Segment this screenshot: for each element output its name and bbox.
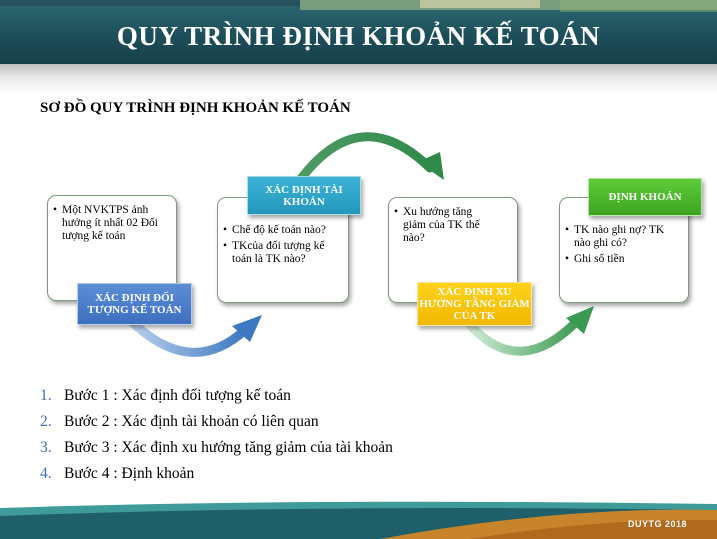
footer-brand: DUYTG 2018 <box>627 519 687 529</box>
node-3-bullets <box>389 198 517 245</box>
node-2-label: XÁC ĐỊNH TÀI KHOẢN <box>247 176 361 215</box>
step-item <box>40 412 393 438</box>
steps-list <box>40 386 393 490</box>
header-band <box>0 0 717 64</box>
step-text: Bước 1 : Xác định đối tượng kế toán <box>64 387 291 404</box>
node-1-bullet: • Một NVKTPS ảnh hưởng ít nhất 02 Đối tượng kế toán <box>62 204 170 243</box>
footer-swoosh <box>0 490 717 539</box>
node-3-label: XÁC ĐỊNH XU HƯỚNG TĂNG GIẢM CỦA TK <box>417 282 532 326</box>
step-text: Bước 2 : Xác định tài khoản có liên quan <box>64 413 319 430</box>
node-4-bullet: • TK nào ghi nợ? TK nào ghi có? <box>574 224 682 250</box>
step-number: 1. <box>40 387 52 404</box>
arrow-2-to-3 <box>300 137 444 180</box>
step-item <box>40 386 393 412</box>
header-shadow-band <box>0 64 717 94</box>
node-4-label: ĐỊNH KHOẢN <box>588 178 702 216</box>
step-number: 3. <box>40 439 52 456</box>
node-4-bullet: • Ghi số tiền <box>574 253 682 266</box>
step-number: 2. <box>40 413 52 430</box>
node-1-bullets <box>48 196 176 243</box>
step-text: Bước 3 : Xác định xu hướng tăng giảm của tài khoản <box>64 439 393 456</box>
page-title: QUY TRÌNH ĐỊNH KHOẢN KẾ TOÁN <box>116 21 601 51</box>
node-2-bullet: • TKcủa đối tượng kế toán là TK nào? <box>232 240 342 266</box>
node-1-label: XÁC ĐỊNH ĐỐI TƯỢNG KẾ TOÁN <box>77 283 192 325</box>
step-item <box>40 464 393 490</box>
diagram-subtitle: SƠ ĐỒ QUY TRÌNH ĐỊNH KHOẢN KẾ TOÁN <box>40 100 351 116</box>
step-text: Bước 4 : Định khoản <box>64 465 195 482</box>
step-number: 4. <box>40 465 52 482</box>
node-3-bullet: • Xu hướng tăng giảm của TK thế nào? <box>403 206 495 245</box>
step-item <box>40 438 393 464</box>
node-2-bullet: • Chế độ kế toán nào? <box>232 224 342 237</box>
